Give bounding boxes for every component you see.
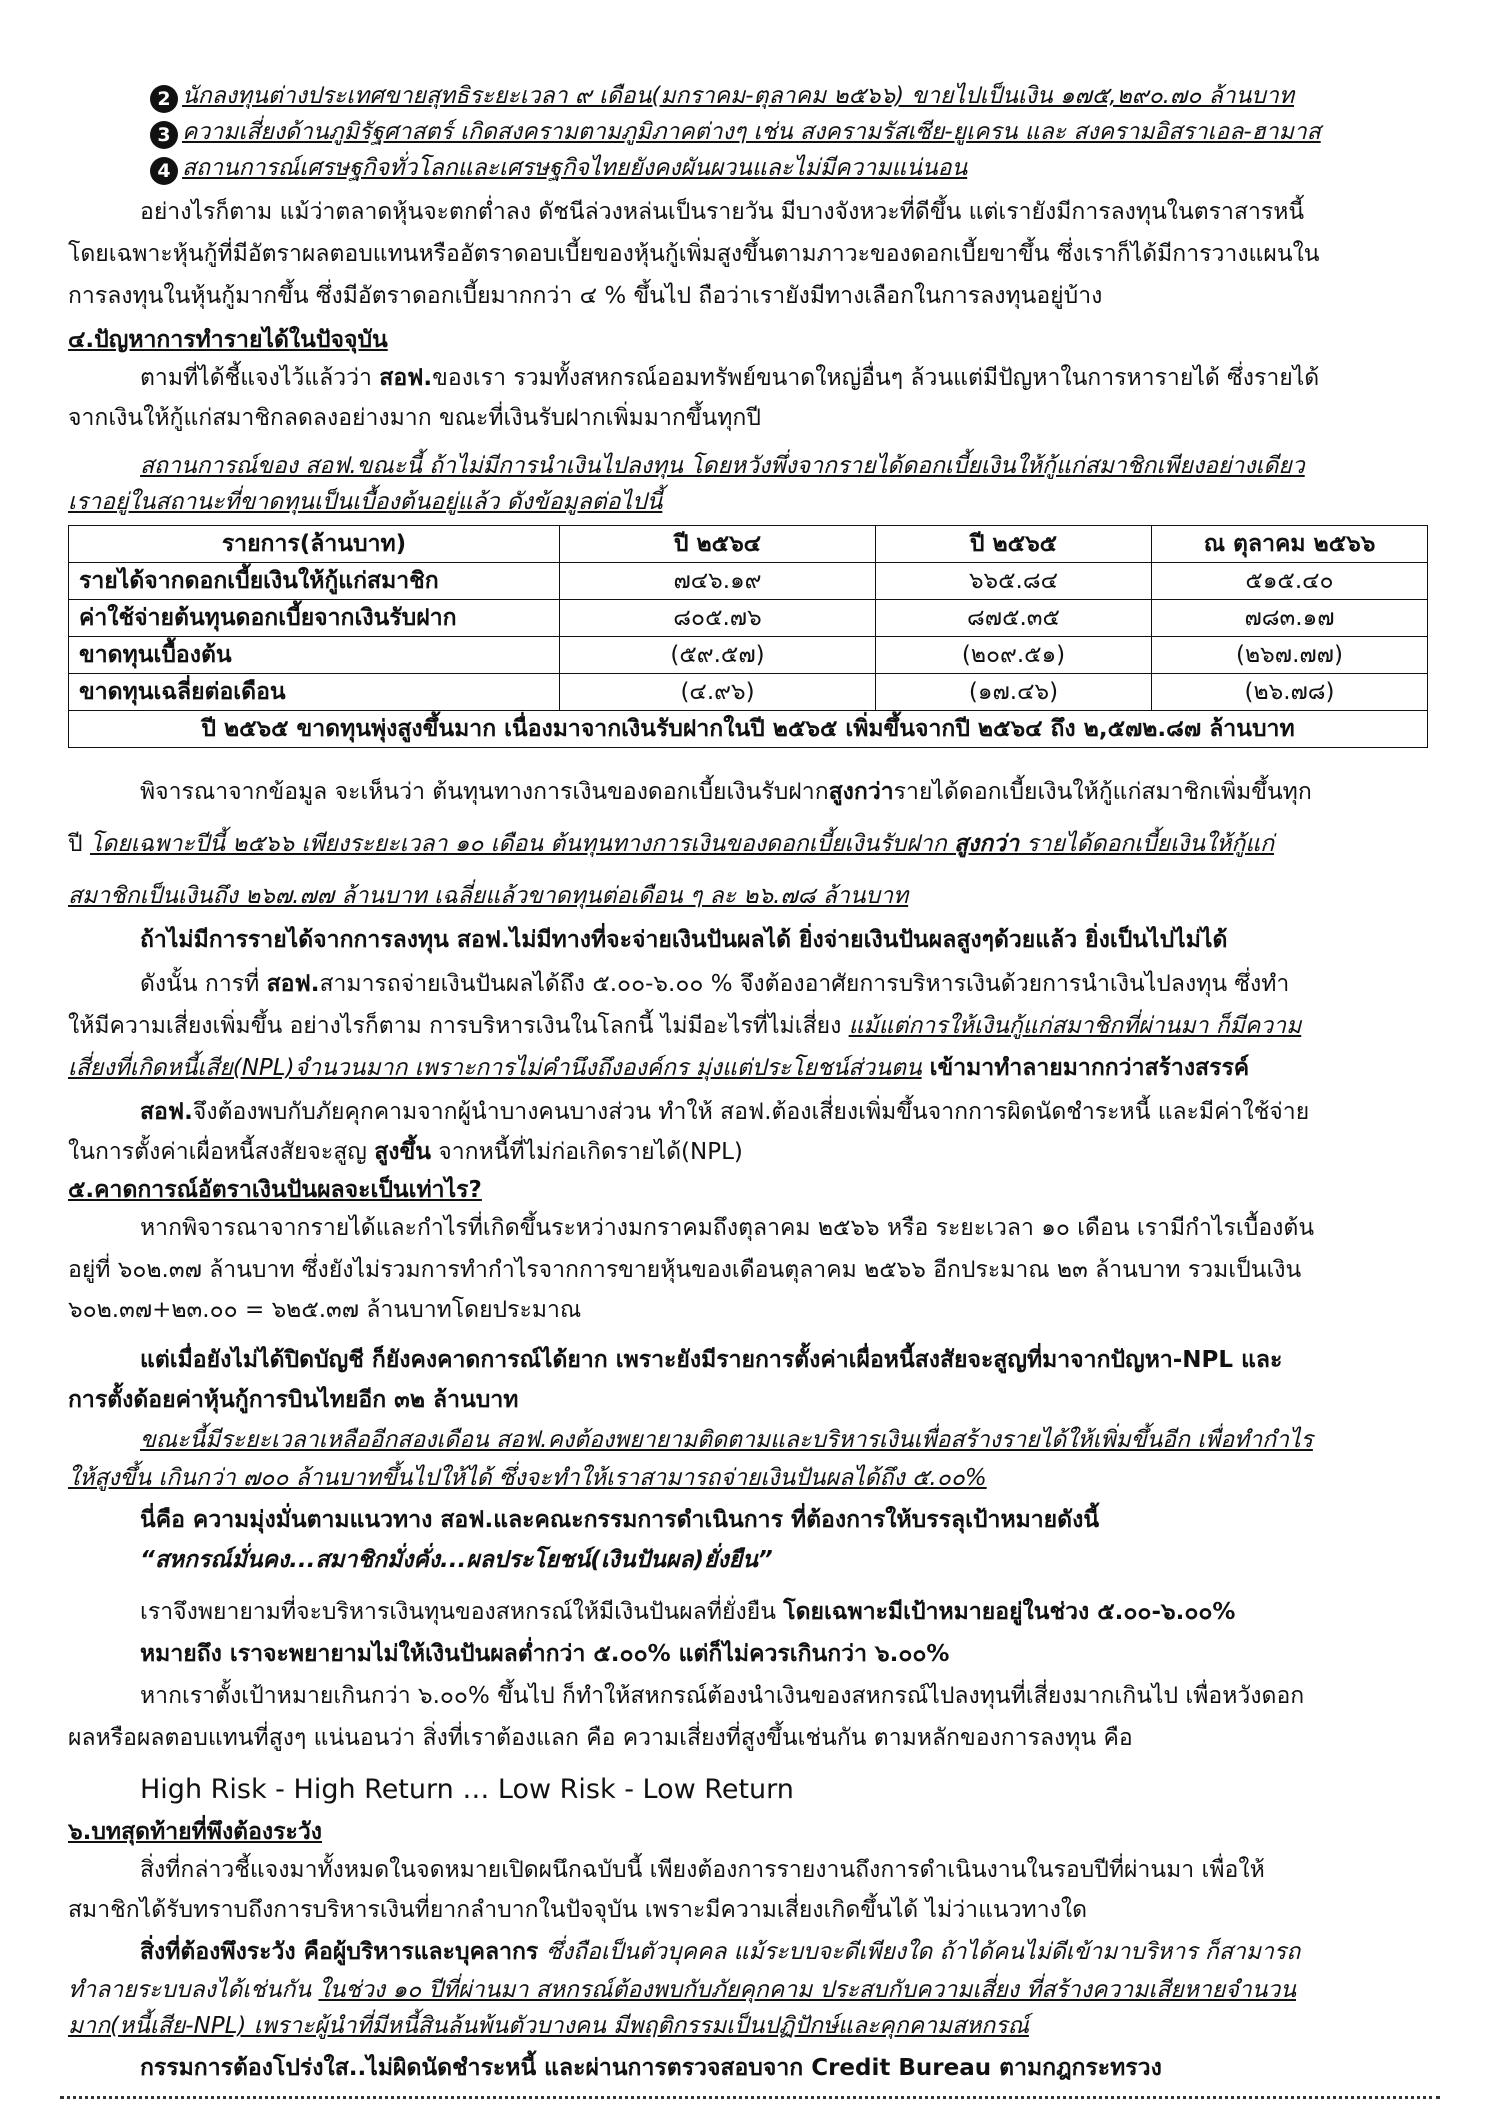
text-run: สูงกว่า	[828, 779, 894, 805]
text-run: รายได้ดอกเบี้ยเงินให้กู้แก่สมาชิกเพิ่มขึ้นทุก	[893, 779, 1312, 805]
dotted-divider	[60, 2096, 1440, 2099]
table-footer-note: ปี ๒๕๖๕ ขาดทุนพุ่งสูงขึ้นมาก เนื่องมาจากเงินรับฝากในปี ๒๕๖๕ เพิ่มขึ้นจากปี ๒๕๖๔ ถึง ๒,๕๗๒.๘๗ ล้านบาท	[69, 711, 1428, 748]
section-4-para-1-line-2: จากเงินให้กู้แก่สมาชิกลดลงอย่างมาก ขณะที่เงินรับฝากเพิ่มมากขึ้นทุกปี	[68, 405, 761, 431]
text-run: เราจึงพยายามที่จะบริหารเงินทุนของสหกรณ์ให้มีเงินปันผลที่ยั่งยืน	[140, 1599, 784, 1625]
para-b-line-2	[68, 826, 1428, 862]
section-4-para-2-line-2: เราอยู่ในสถานะที่ขาดทุนเป็นเบื้องต้นอยู่แล้ว ดังข้อมูลต่อไปนี้	[68, 489, 663, 515]
section-6-para-2-line-3: มาก(หนี้เสีย-NPL) เพราะผู้นำที่มีหนี้สินล้นพ้นตัวบางคน มีพฤติกรรมเป็นปฏิปักษ์และคุกคามสหกรณ์	[68, 2013, 1029, 2039]
cell-value: ๖๖๕.๘๔	[876, 563, 1152, 600]
table-footer-row	[69, 711, 1428, 748]
table-header-row	[69, 526, 1428, 563]
section-6-heading: ๖.บทสุดท้ายที่พึงต้องระวัง	[68, 1819, 323, 1845]
table-row	[69, 674, 1428, 711]
section-6-para-2-line-1	[140, 1934, 1430, 1970]
closing-statement: กรรมการต้องโปร่งใส..ไม่ผิดนัดชำระหนี้ และผ่านการตรวจสอบจาก Credit Bureau ตามกฎกระทรวง	[140, 2055, 1162, 2081]
cell-value: ๘๐๕.๗๖	[560, 600, 876, 637]
para-d-line-2	[68, 1134, 1428, 1170]
number-4-icon: 4	[150, 157, 178, 185]
cell-value: ๗๘๓.๑๗	[1152, 600, 1428, 637]
section-5-para-3-line-2: ให้สูงขึ้น เกินกว่า ๗๐๐ ล้านบาทขึ้นไปให้ได้ ซึ่งจะทำให้เราสามารถจ่ายเงินปันผลได้ถึง ๕.๐๐%	[68, 1465, 987, 1491]
text-run: จึงต้องพบกับภัยคุกคามจากผู้นำบางคนบางส่วน ทำให้ สอฟ.ต้องเสี่ยงเพิ่มขึ้นจากการผิดนัดชำระหนี้ และมีค่าใช้จ่าย	[192, 1099, 1310, 1125]
reason-2	[150, 78, 1430, 114]
reason-3-text: ความเสี่ยงด้านภูมิรัฐศาสตร์ เกิดสงครามตามภูมิภาคต่างๆ เช่น สงครามรัสเซีย-ยูเครน และ สงครามอิสราเอล-ฮามาส	[182, 119, 1321, 145]
row-label: ขาดทุนเบื้องต้น	[69, 637, 560, 674]
financial-table	[68, 525, 1428, 748]
text-run: เข้ามาทำลายมากกว่าสร้างสรรค์	[921, 1055, 1250, 1081]
cell-value: (๕๙.๕๗)	[560, 637, 876, 674]
section-5-para-3-line-1: ขณะนี้มีระยะเวลาเหลืออีกสองเดือน สอฟ.คงต้องพยายามติดตามและบริหารเงินเพื่อสร้างรายได้ให้เพิ่มขึ้นอีก เพื่อทำกำไร	[140, 1427, 1313, 1453]
text-run: โดยเฉพาะปีนี้ ๒๕๖๖ เพียงระยะเวลา ๑๐ เดือน ต้นทุนทางการเงินของดอกเบี้ยเงินรับฝาก	[89, 831, 954, 857]
row-label: รายได้จากดอกเบี้ยเงินให้กู้แก่สมาชิก	[69, 563, 560, 600]
commitment-line: นี่คือ ความมุ่งมั่นตามแนวทาง สอฟ.และคณะกรรมการดำเนินการ ที่ต้องการให้บรรลุเป้าหมายดังนี้	[140, 1507, 1100, 1533]
section-5-bold-line-2: การตั้งด้อยค่าหุ้นกู้การบินไทยอีก ๓๒ ล้านบาท	[68, 1387, 519, 1413]
cell-value: (๑๗.๔๖)	[876, 674, 1152, 711]
para-a-line-2: โดยเฉพาะหุ้นกู้ที่มีอัตราผลตอบแทนหรืออัตราดอบเบี้ยของหุ้นกู้เพิ่มสูงขึ้นตามภาวะของดอกเบี้ยขาขึ้น ซึ่งเราก็ได้มีการวางแผนใน	[68, 241, 1320, 267]
text-run: ในการตั้งค่าเผื่อหนี้สงสัยจะสูญ	[68, 1139, 375, 1165]
para-b-line-3: สมาชิกเป็นเงินถึง ๒๖๗.๗๗ ล้านบาท เฉลี่ยแล้วขาดทุนต่อเดือน ๆ ละ ๒๖.๗๘ ล้านบาท	[68, 883, 909, 909]
text-run: ให้มีความเสี่ยงเพิ่มขึ้น อย่างไรก็ตาม การบริหารเงินในโลกนี้ ไม่มีอะไรที่ไม่เสี่ยง	[68, 1013, 849, 1039]
target-meaning-line: หมายถึง เราจะพยายามไม่ให้เงินปันผลต่ำกว่า ๕.๐๐% แต่ก็ไม่ควรเกินกว่า ๖.๐๐%	[140, 1641, 950, 1667]
section-4-heading: ๔.ปัญหาการทำรายได้ในปัจจุบัน	[68, 327, 388, 353]
text-run: ตามที่ได้ชี้แจงไว้แล้วว่า	[140, 365, 380, 391]
cell-value: (๒๐๙.๕๑)	[876, 637, 1152, 674]
text-run: สามารถจ่ายเงินปันผลได้ถึง ๕.๐๐-๖.๐๐ % จึงต้องอาศัยการบริหารเงินด้วยการนำเงินไปลงทุน ซึ่งทำ	[319, 971, 1290, 997]
cell-value: ๗๔๖.๑๙	[560, 563, 876, 600]
table-row	[69, 563, 1428, 600]
section-6-para-2-line-2	[68, 1972, 1428, 2008]
bold-statement-1: ถ้าไม่มีการรายได้จากการลงทุน สอฟ.ไม่มีทางที่จะจ่ายเงินปันผลได้ ยิ่งจ่ายเงินปันผลสูงๆด้วยแล้ว ยิ่งเป็นไปไม่ได้	[140, 927, 1228, 953]
text-run: ปี	[68, 831, 90, 857]
risk-para-line-2: ผลหรือผลตอบแทนที่สูงๆ แน่นอนว่า สิ่งที่เราต้องแลก คือ ความเสี่ยงที่สูงขึ้นเช่นกัน ตามหลักของการลงทุน คือ	[68, 1725, 1133, 1751]
text-run: โดยเฉพาะมีเป้าหมายอยู่ในช่วง ๕.๐๐-๖.๐๐%	[783, 1599, 1236, 1625]
text-run: เสี่ยงที่เกิดหนี้เสีย(NPL)จำนวนมาก เพราะการไม่คำนึงถึงองค์กร มุ่งแต่ประโยชน์ส่วนตน	[68, 1055, 922, 1081]
text-run: รายได้ดอกเบี้ยเงินให้กู้แก่	[1018, 831, 1275, 857]
risk-para-line-1: หากเราตั้งเป้าหมายเกินกว่า ๖.๐๐% ขึ้นไป ก็ทำให้สหกรณ์ต้องนำเงินของสหกรณ์ไปลงทุนที่เสี่ยงมากเกินไป เพื่อหวังดอก	[140, 1683, 1305, 1709]
section-5-bold-line-1: แต่เมื่อยังไม่ได้ปิดบัญชี ก็ยังคงคาดการณ์ได้ยาก เพราะยังมีรายการตั้งค่าเผื่อหนี้สงสัยจะสูญที่มาจากปัญหา-NPL และ	[140, 1347, 1283, 1373]
text-run: สอฟ.	[266, 971, 320, 997]
number-2-icon: 2	[150, 85, 178, 113]
reason-3	[150, 114, 1430, 150]
text-run: สูงกว่า	[953, 831, 1019, 857]
header-2564: ปี ๒๕๖๔	[560, 526, 876, 563]
motto-line: “สหกรณ์มั่นคง...สมาชิกมั่งคั่ง...ผลประโยชน์(เงินปันผล)ยั่งยืน”	[140, 1547, 773, 1573]
para-c-line-1	[140, 966, 1430, 1002]
para-d-line-1	[140, 1094, 1430, 1130]
text-run: ซึ่งถือเป็นตัวบุคคล แม้ระบบจะดีเพียงใด ถ้าได้คนไม่ดีเข้ามาบริหาร ก็สามารถ	[546, 1939, 1301, 1965]
para-c-line-2	[68, 1008, 1428, 1044]
header-2565: ปี ๒๕๖๕	[876, 526, 1152, 563]
target-line	[140, 1594, 1430, 1630]
risk-return-line: High Risk - High Return … Low Risk - Low Return	[140, 1774, 794, 1805]
para-a-line-3: การลงทุนในหุ้นกู้มากขึ้น ซึ่งมีอัตราดอกเบี้ยมากกว่า ๔ % ขึ้นไป ถือว่าเรายังมีทางเลือกในการลงทุนอยู่บ้าง	[68, 283, 1103, 309]
reason-4	[150, 150, 1430, 186]
section-5-para-1-line-3: ๖๐๒.๓๗+๒๓.๐๐ = ๖๒๕.๓๗ ล้านบาทโดยประมาณ	[68, 1297, 582, 1323]
text-run: ทำลายระบบลงได้เช่นกัน	[68, 1977, 319, 2003]
section-4-para-1-line-1	[140, 360, 1430, 396]
text-run: พิจารณาจากข้อมูล จะเห็นว่า ต้นทุนทางการเงินของดอกเบี้ยเงินรับฝาก	[140, 779, 829, 805]
reason-2-text: นักลงทุนต่างประเทศขายสุทธิระยะเวลา ๙ เดือน(มกราคม-ตุลาคม ๒๕๖๖) ขายไปเป็นเงิน ๑๗๕,๒๙๐.๗๐ ล้านบาท	[182, 83, 1294, 109]
cell-value: (๔.๙๖)	[560, 674, 876, 711]
row-label: ขาดทุนเฉลี่ยต่อเดือน	[69, 674, 560, 711]
text-run: ในช่วง ๑๐ ปีที่ผ่านมา สหกรณ์ต้องพบกับภัยคุกคาม ประสบกับความเสี่ยง ที่สร้างความเสียหายจำนวน	[318, 1977, 1297, 2003]
header-item: รายการ(ล้านบาท)	[69, 526, 560, 563]
text-run: สอฟ.	[379, 365, 433, 391]
section-6-para-1-line-2: สมาชิกได้รับทราบถึงการบริหารเงินที่ยากลำบากในปัจจุบัน เพราะมีความเสี่ยงเกิดขึ้นได้ ไม่ว่าแนวทางใด	[68, 1897, 1088, 1923]
text-run: สอฟ.	[140, 1099, 193, 1125]
cell-value: ๘๗๕.๓๕	[876, 600, 1152, 637]
text-run: จากหนี้ที่ไม่ก่อเกิดรายได้(NPL)	[430, 1139, 743, 1165]
number-3-icon: 3	[150, 121, 178, 149]
section-5-para-1-line-1: หากพิจารณาจากรายได้และกำไรที่เกิดขึ้นระหว่างมกราคมถึงตุลาคม ๒๕๖๖ หรือ ระยะเวลา ๑๐ เดือน เรามีกำไรเบื้องต้น	[140, 1215, 1315, 1241]
text-run: ดังนั้น การที่	[140, 971, 267, 997]
text-run: สิ่งที่ต้องพึงระวัง คือผู้บริหารและบุคลากร	[140, 1939, 547, 1965]
cell-value: (๒๖.๗๘)	[1152, 674, 1428, 711]
text-run: สูงขึ้น	[374, 1139, 431, 1165]
para-a-line-1: อย่างไรก็ตาม แม้ว่าตลาดหุ้นจะตกต่ำลง ดัชนีล่วงหล่นเป็นรายวัน มีบางจังหวะที่ดีขึ้น แต่เรายังมีการลงทุนในตราสารหนี้	[140, 199, 1305, 225]
table-row	[69, 600, 1428, 637]
section-5-para-1-line-2: อยู่ที่ ๖๐๒.๓๗ ล้านบาท ซึ่งยังไม่รวมการทำกำไรจากการขายหุ้นของเดือนตุลาคม ๒๕๖๖ อีกประมาณ ๒๓ ล้านบาท รวมเป็นเงิน	[68, 1257, 1302, 1283]
para-b-line-1	[140, 774, 1430, 810]
section-6-para-1-line-1: สิ่งที่กล่าวชี้แจงมาทั้งหมดในจดหมายเปิดผนึกฉบับนี้ เพียงต้องการรายงานถึงการดำเนินงานในรอบปีที่ผ่านมา เพื่อให้	[140, 1857, 1265, 1883]
section-5-heading: ๕.คาดการณ์อัตราเงินปันผลจะเป็นเท่าไร?	[68, 1177, 482, 1203]
text-run: แม้แต่การให้เงินกู้แก่สมาชิกที่ผ่านมา ก็มีความ	[848, 1013, 1302, 1039]
header-oct-2566: ณ ตุลาคม ๒๕๖๖	[1152, 526, 1428, 563]
section-4-para-2-line-1: สถานการณ์ของ สอฟ.ขณะนี้ ถ้าไม่มีการนำเงินไปลงทุน โดยหวังพึ่งจากรายได้ดอกเบี้ยเงินให้กู้แก่สมาชิกเพียงอย่างเดียว	[140, 453, 1305, 479]
reason-4-text: สถานการณ์เศรษฐกิจทั่วโลกและเศรษฐกิจไทยยังคงผันผวนและไม่มีความแน่นอน	[182, 155, 968, 181]
cell-value: ๕๑๕.๔๐	[1152, 563, 1428, 600]
text-run: ของเรา รวมทั้งสหกรณ์ออมทรัพย์ขนาดใหญ่อื่นๆ ล้วนแต่มีปัญหาในการหารายได้ ซึ่งรายได้	[432, 365, 1320, 391]
row-label: ค่าใช้จ่ายต้นทุนดอกเบี้ยจากเงินรับฝาก	[69, 600, 560, 637]
cell-value: (๒๖๗.๗๗)	[1152, 637, 1428, 674]
para-c-line-3	[68, 1050, 1428, 1086]
table-row	[69, 637, 1428, 674]
